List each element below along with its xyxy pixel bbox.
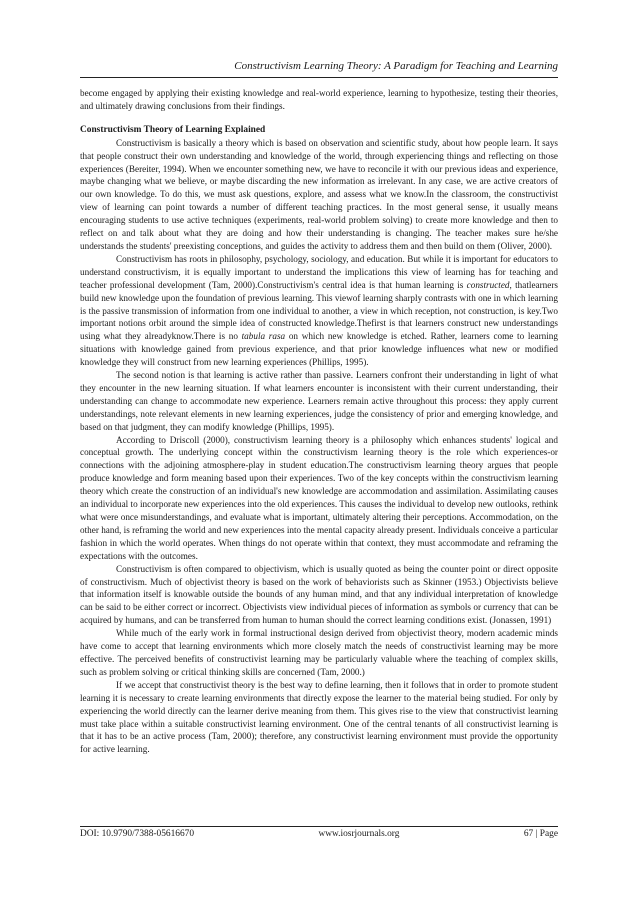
paragraph-6: While much of the early work in formal instructional design derived from objectivist theory, modern academic minds have come to accept that learning environments which more closely match the needs of constructivist learning may be more effective. The perceived benefits of constructivist learning may be particularly valuable where the teaching of complex skills, such as problem solving or critical thinking skills are concerned (Tam, 2000.) xyxy=(80,628,558,677)
paragraph-1: Constructivism is basically a theory which is based on observation and scientific study, about how people learn. It says that people construct their own understanding and knowledge of the world, through experiencing things and reflecting on those experiences (Bereiter, 1994). When we encounter something new, we have to reconcile it with our previous ideas and experience, maybe changing what we believe, or maybe discarding the new information as irrelevant. In any case, we are active creators of our own knowledge. To do this, we must ask questions, explore, and assess what we know.In the classroom, the constructivist view of learning can point towards a number of different teaching practices. In the most general sense, it usually means encouraging students to use active techniques (experiments, real-world problem solving) to create more knowledge and then to reflect on and talk about what they are doing and how their understanding is changing. The teacher makes sure he/she understands the students' preexisting conceptions, and guides the activity to address them and then build on them (Oliver, 2000). xyxy=(80,137,558,251)
paragraph-7: If we accept that constructivist theory is the best way to define learning, then it follows that in order to promote student learning it is necessary to create learning environments that directly expose the learner to the material being studied. For only by experiencing the world directly can the learner derive meaning from them. This gives rise to the view that constructivist learning must take place within a suitable constructivist learning environment. One of the central tenants of all constructivist learning is that it has to be an active process (Tam, 2000); therefore, any constructivist learning environment must provide the opportunity for active learning. xyxy=(80,679,558,755)
journal-website-link[interactable]: www.iosrjournals.org xyxy=(318,829,400,839)
intro-paragraph: become engaged by applying their existing knowledge and real-world experience, learning to hypothesize, testing their theories, and ultimately drawing conclusions from their findings. xyxy=(80,88,558,111)
paragraph-2-part-a: Constructivism has roots in philosophy, psychology, sociology, and education. But while it is important for educators to understand constructivism, it is equally important to understand the implications this view of learning has for teaching and teacher professional development (Tam, 2000).Constructivism's central idea is that human learning is xyxy=(80,253,558,290)
running-title: Constructivism Learning Theory: A Paradigm for Teaching and Learning xyxy=(234,60,558,72)
emphasis-constructed: constructed xyxy=(466,279,510,290)
page-number: 67 | Page xyxy=(523,829,558,839)
paragraph-2-part-b: , thatlearners build new knowledge upon the foundation of previous learning. This viewof learning sharply contrasts with one in which learning is the passive transmission of information from one individual to another, a view in which reception, not construction, is key.Two important notions orbit around the simple idea of constructed knowledge.Thefirst is that learners construct new understandings using what they alreadyknow.There is no xyxy=(80,279,558,342)
header-rule xyxy=(80,77,558,78)
section-heading: Constructivism Theory of Learning Explained xyxy=(80,124,266,135)
paragraph-2-part-c: on which new knowledge is etched. Rather, learners come to learning situations with knowledge gained from previous experience, and that prior knowledge influences what new or modified knowledge they will construct from new learning experiences (Phillips, 1995). xyxy=(80,331,558,368)
footer-rule xyxy=(80,826,558,827)
emphasis-tabula-rasa: tabula rasa xyxy=(241,331,286,342)
page-footer xyxy=(80,829,558,839)
doi-text: DOI: 10.9790/7388-05616670 xyxy=(80,829,195,839)
paragraph-3: The second notion is that learning is active rather than passive. Learners confront their understanding in light of what they encounter in the new learning situation. If what learners encounter is inconsistent with their current understanding, their understanding can change to accommodate new experience. Learners remain active throughout this process: they apply current understandings, note relevant elements in new learning experiences, judge the consistency of prior and emerging knowledge, and based on that judgment, they can modify knowledge (Phillips, 1995). xyxy=(80,370,558,432)
paragraph-5: Constructivism is often compared to objectivism, which is usually quoted as being the counter point or direct opposite of constructivism. Much of objectivist theory is based on the work of behaviorists such as Skinner (1953.) Objectivists believe that information itself is knowable outside the bounds of any human mind, and that any individual interpretation of knowledge can be said to be either correct or incorrect. Objectivists view individual pieces of information as symbols or currency that can be acquired by humans, and can be transferred from human to human should the correct learning conditions exist. (Jonassen, 1991) xyxy=(80,563,558,626)
article-body xyxy=(80,87,558,756)
paragraph-4: According to Driscoll (2000), constructivism learning theory is a philosophy which enhances students' logical and conceptual growth. The underlying concept within the constructivism learning theory is the role which experiences-or connections with the adjoining atmosphere-play in student education.The constructivism learning theory argues that people produce knowledge and form meaning based upon their experiences. Two of the key concepts within the constructivism learning theory which create the construction of an individual's new knowledge are accommodation and assimilation. Assimilating causes an individual to incorporate new experiences into the old experiences. This causes the individual to develop new outlooks, rethink what were once misunderstandings, and evaluate what is important, ultimately altering their perceptions. Accommodation, on the other hand, is reframing the world and new experiences into the mental capacity already present. Individuals conceive a particular fashion in which the world operates. When things do not operate within that context, they must accommodate and reframing the expectations with the outcomes. xyxy=(80,434,558,561)
paragraph-2 xyxy=(80,253,558,369)
